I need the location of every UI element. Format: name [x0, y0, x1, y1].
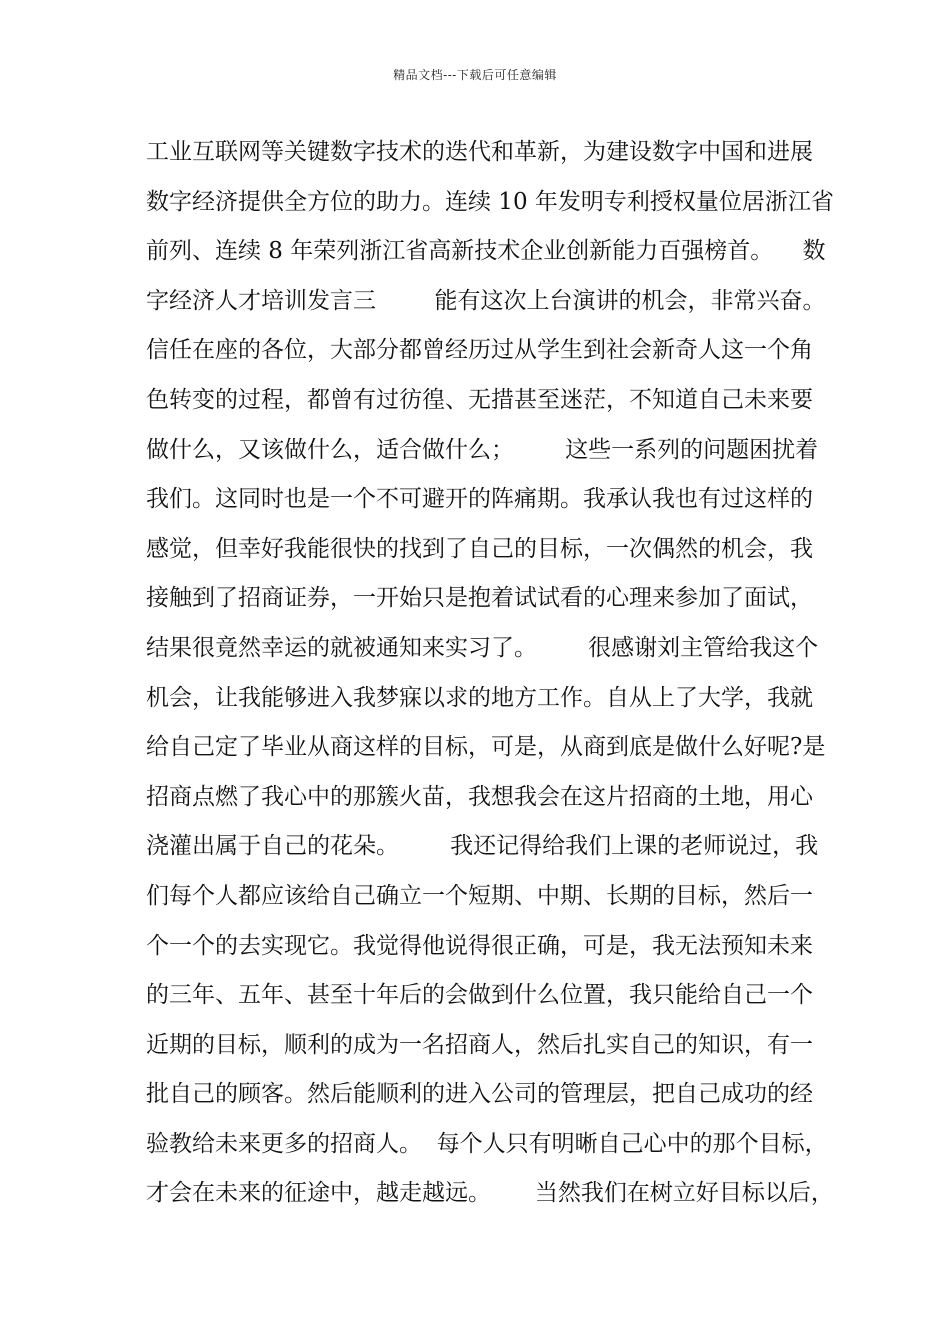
text-line: 批自己的顾客。然后能顺利的进入公司的管理层，把自己成功的经	[146, 1081, 813, 1108]
text-line: 我们。这同时也是一个不可避开的阵痛期。我承认我也有过这样的	[146, 486, 813, 513]
text-line: 字经济人才培训发言三 能有这次上台演讲的机会，非常兴奋。	[146, 287, 826, 314]
text-line: 机会，让我能够进入我梦寐以求的地方工作。自从上了大学，我就	[146, 684, 813, 711]
text-line: 工业互联网等关键数字技术的迭代和革新，为建设数字中国和进展	[146, 139, 813, 165]
text-line: 验教给未来更多的招商人。 每个人只有明晰自己心中的那个目标，	[146, 1130, 828, 1157]
text-line: 结果很竟然幸运的就被通知来实习了。 很感谢刘主管给我这个	[146, 634, 819, 661]
text-line: 个一个的去实现它。我觉得他说得很正确，可是，我无法预知未来	[146, 932, 813, 959]
text-line: 前列、连续 8 年荣列浙江省高新技术企业创新能力百强榜首。 数	[146, 238, 826, 265]
document-body	[146, 128, 834, 1219]
text-line: 数字经济提供全方位的助力。连续 10 年发明专利授权量位居浙江省	[146, 188, 834, 215]
text-line: 色转变的过程，都曾有过彷徨、无措甚至迷茫，不知道自己未来要	[146, 386, 813, 413]
page-header: 精品文档---下载后可任意编辑	[393, 68, 557, 82]
text-line: 近期的目标，顺利的成为一名招商人，然后扎实自己的知识，有一	[146, 1031, 813, 1058]
text-line: 接触到了招商证券，一开始只是抱着试试看的心理来参加了面试，	[146, 585, 813, 612]
text-line: 才会在未来的征途中，越走越远。 当然我们在树立好目标以后，	[146, 1180, 834, 1207]
text-line: 给自己定了毕业从商这样的目标，可是，从商到底是做什么好呢?是	[146, 734, 826, 761]
text-line: 的三年、五年、甚至十年后的会做到什么位置，我只能给自己一个	[146, 982, 813, 1009]
text-line: 们每个人都应该给自己确立一个短期、中期、长期的目标，然后一	[146, 882, 813, 909]
text-line: 浇灌出属于自己的花朵。 我还记得给我们上课的老师说过，我	[146, 833, 819, 860]
text-line: 做什么，又该做什么，适合做什么； 这些一系列的问题困扰着	[146, 436, 819, 463]
text-line: 招商点燃了我心中的那簇火苗，我想我会在这片招商的土地，用心	[146, 783, 813, 810]
text-line: 信任在座的各位，大部分都曾经历过从学生到社会新奇人这一个角	[146, 337, 813, 364]
text-line: 感觉，但幸好我能很快的找到了自己的目标，一次偶然的机会，我	[146, 535, 813, 562]
